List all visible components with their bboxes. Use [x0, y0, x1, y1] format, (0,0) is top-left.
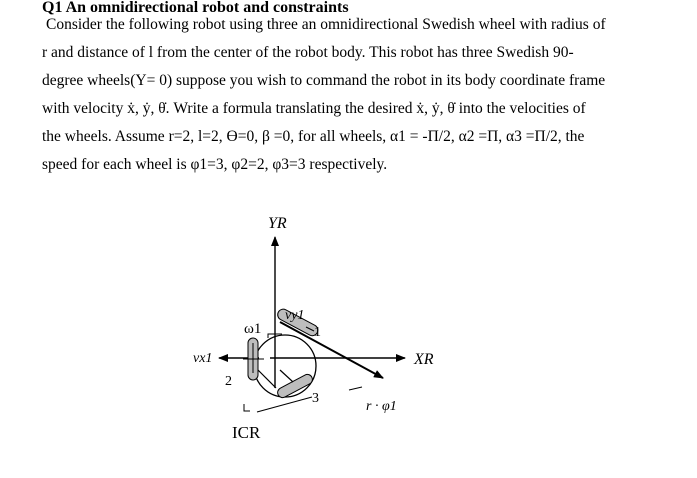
- omega1-label: ω1: [244, 321, 262, 337]
- question-line-5: the wheels. Assume r=2, l=2, Ɵ=0, β =0, for all wheels, α1 = -Π/2, α2 =Π, α3 =Π/2, the: [42, 128, 585, 145]
- icr-label: ICR: [232, 423, 261, 442]
- question-line-3: degree wheels(Υ= 0) suppose you wish to command the robot in its body coordinate frame: [42, 72, 606, 89]
- r-phi-label: r · φ1: [366, 399, 397, 414]
- wheel1-velocity-arrow: [280, 322, 383, 378]
- question-line-1: Consider the following robot using three an omnidirectional Swedish wheel with radius of: [46, 16, 606, 33]
- wheel1-number-label: 1: [314, 325, 321, 340]
- x-axis-label: XR: [414, 351, 434, 368]
- wheel3-number-label: 3: [312, 391, 319, 406]
- vx1-label: vx1: [193, 351, 213, 366]
- question-line-4: with velocity ẋ, ẏ, θ̇. Write a formula translating the desired ẋ, ẏ, θ̇ into the velocities of: [42, 100, 586, 117]
- wheel2-number-label: 2: [225, 374, 232, 389]
- question-line-6: speed for each wheel is φ1=3, φ2=2, φ3=3 respectively.: [42, 156, 388, 173]
- icr-marker: [244, 404, 250, 411]
- question-title: Q1 An omnidirectional robot and constraints: [42, 0, 349, 16]
- question-line-2: r and distance of l from the center of the robot body. This robot has three Swedish 90-: [42, 44, 574, 61]
- spoke-3: [280, 370, 293, 382]
- vy1-label: vy1: [285, 308, 305, 323]
- r-phi-tick: [349, 387, 362, 390]
- wheel3-axis-line: [257, 397, 312, 412]
- y-axis-label: YR: [268, 215, 287, 232]
